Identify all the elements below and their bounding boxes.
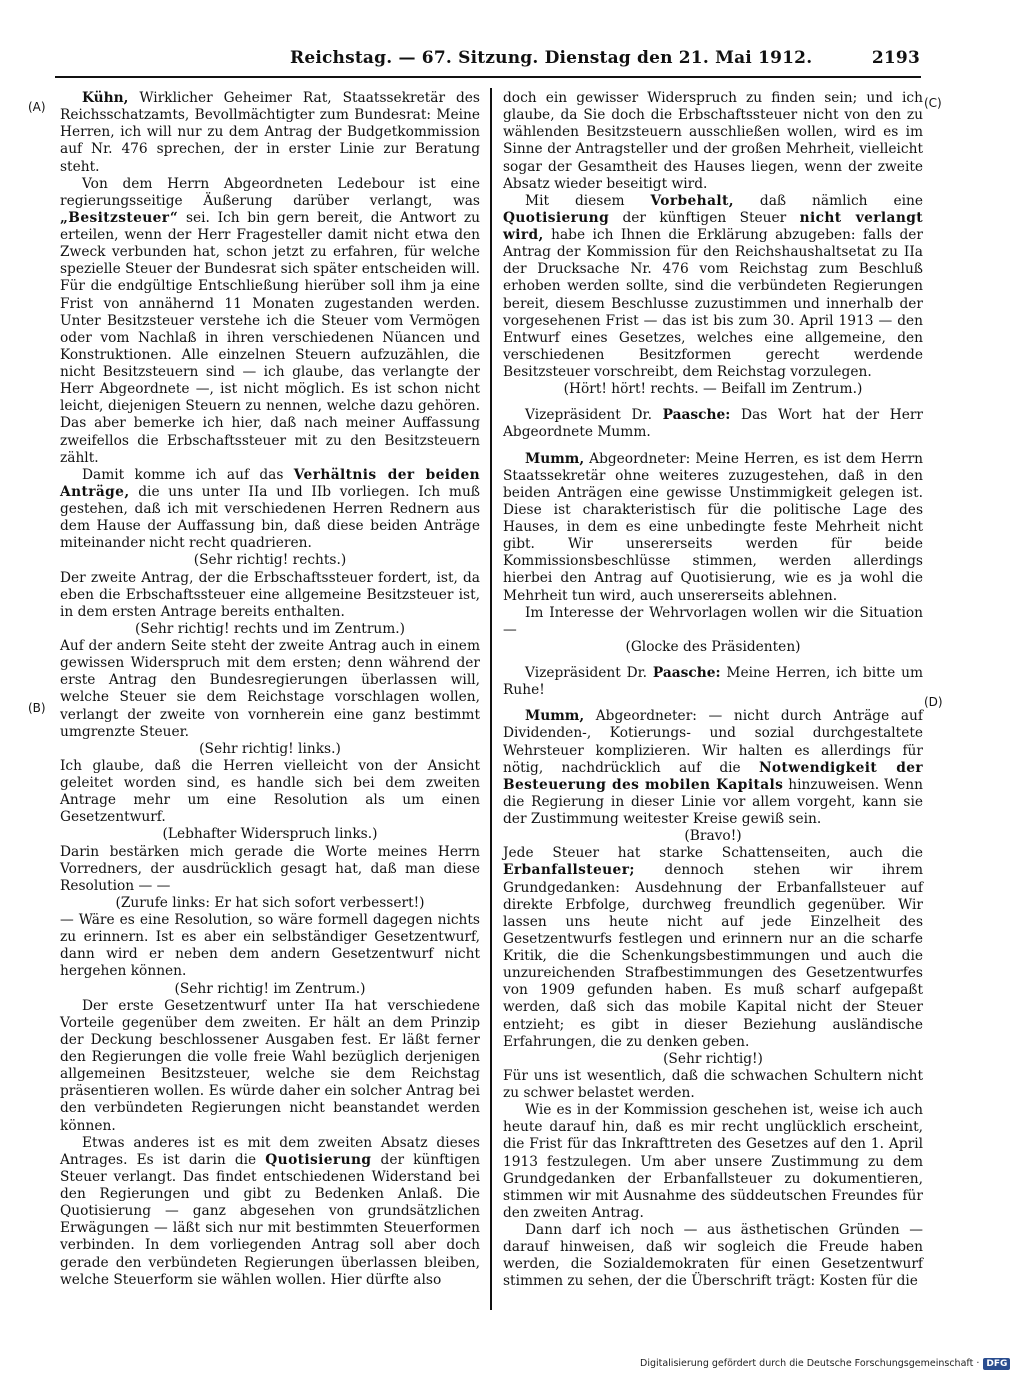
paragraph-text: Etwas anderes ist es mit dem zweiten Absatz dieses Antrages. Es ist darin die: [60, 1134, 480, 1168]
speaker-name: Mumm,: [525, 450, 585, 467]
speaker-name: Paasche:: [652, 665, 721, 681]
emphasis: Verhältnis der beiden Anträge,: [60, 466, 480, 500]
emphasis: Notwendigkeit der Besteuerung des mobilen Kapitals: [503, 759, 924, 793]
interjection: (Glocke des Präsidenten): [625, 638, 801, 655]
paragraph-text: Wirklicher Geheimer Rat, Staatssekretär des Reichsschatzamts, Bevollmächtigter zum Bundesrat: Meine Herren, ich will nur zu dem Antrag der Budgetkommission auf Nr. 476 sprechen, der in erster Linie zur Beratung steht.: [60, 90, 480, 175]
paragraph-text: Vizepräsident Dr.: [525, 665, 653, 681]
paragraph-text: die uns unter IIa und IIb vorliegen. Ich muß gestehen, daß ich mit verschiedenen Herren Rednern aus dem Hause der Auffassung bin, daß diese beiden Anträge miteinander nicht recht quadrieren.: [60, 483, 480, 552]
footer-text: Digitalisierung gefördert durch die Deutsche Forschungsgemeinschaft ·: [640, 1358, 980, 1369]
paragraph: [503, 193, 923, 381]
paragraph: [503, 708, 923, 828]
emphasis: „Besitzsteuer“: [60, 209, 179, 226]
header-rule: [55, 76, 921, 78]
paragraph-text: Mit diesem: [525, 192, 651, 209]
footer: [640, 1358, 1008, 1370]
paragraph: Der zweite Antrag, der die Erbschaftssteuer fordert, ist, da eben die Erbschaftssteuer eine allgemeine Besitzsteuer ist, in dem ersten Antrage bereits enthalten.: [60, 569, 480, 620]
speaker-name: Mumm,: [525, 708, 585, 725]
emphasis: nicht verlangt wird,: [503, 209, 923, 243]
paragraph-text: Jede Steuer hat starke Schattenseiten, auch die: [503, 845, 923, 862]
paragraph: doch ein gewisser Widerspruch zu finden sein; und ich glaube, da Sie doch die Erbschaftssteuer nicht von den zu wählenden Besitzsteuern ausschließen wollen, wird es im Sinne der Antragsteller und der großen Mehrheit, vielleicht sogar der Gesamtheit des Hauses liegen, wenn der zweite Absatz wieder beseitigt wird.: [503, 90, 923, 192]
margin-mark-b: (B): [28, 701, 46, 715]
margin-mark-d: (D): [924, 695, 943, 709]
paragraph: Dann darf ich noch — aus ästhetischen Gründen — darauf hinweisen, daß wir sogleich die Freude haben werden, die Sozialdemokraten für einen Gesetzentwurf stimmen zu sehen, der die Überschrift trägt: Kosten für die: [503, 1222, 923, 1290]
interjection: (Sehr richtig! rechts und im Zentrum.): [134, 620, 406, 637]
paragraph-text: Von dem Herrn Abgeordneten Ledebour ist eine regierungsseitige Äußerung darüber verlangt, was: [60, 175, 480, 209]
margin-mark-a: (A): [28, 100, 46, 114]
paragraph: Darin bestärken mich gerade die Worte meines Herrn Vorredners, der ausdrücklich gesagt hat, daß man diese Resolution — —: [60, 843, 480, 894]
emphasis: Vorbehalt,: [650, 192, 734, 209]
paragraph: [503, 451, 923, 605]
emphasis: Erbanfallsteuer;: [503, 862, 635, 879]
interjection: (Hört! hört! rechts. — Beifall im Zentrum.): [563, 381, 863, 398]
paragraph: [60, 176, 480, 467]
emphasis: Quotisierung: [265, 1151, 372, 1168]
speaker-name: Kühn,: [82, 90, 129, 106]
paragraph: Ich glaube, daß die Herren vielleicht von der Ansicht geleitet worden sind, es handle sich bei dem zweiten Antrage mehr um eine Resolution als um einen Gesetzentwurf.: [60, 757, 480, 826]
paragraph-text: Meine Herren, ich bitte um Ruhe!: [503, 665, 923, 699]
page-number: 2193: [871, 48, 920, 68]
paragraph-text: dennoch stehen wir ihrem Grundgedanken: Ausdehnung der Erbanfallsteuer auf direkte Erbfolge, durchweg freundlich gegenüber. Wir lassen uns heute nicht auf jede Einzelheit des Gesetzentwurfs festlegen und erinnern nur an die scharfe Kritik, die die Schenkungsbestimmungen und auch die unzureichenden Strafbestimmungen des Gesetzentwurfes von 1909 gefunden haben. Es muß scharf aufgepaßt werden, daß sich das mobile Kapital nicht der Steuer entzieht; es gibt in dieser Beziehung ausländische Erfahrungen, die zu denken geben.: [503, 862, 923, 1050]
paragraph: Wie es in der Kommission geschehen ist, weise ich auch heute darauf hin, daß es mir recht unglücklich erscheint, die Frist für das Inkrafttreten des Gesetzes auf den 1. April 1913 festzulegen. Um aber unsere Zustimmung zu dem Grundgedanken der Erbanfallsteuer zu dokumentieren, stimmen wir mit Ausnahme des süddeutschen Freundes für den zweiten Antrag.: [503, 1102, 923, 1221]
paragraph: — Wäre es eine Resolution, so wäre formell dagegen nichts zu erinnern. Ist es aber ein selbständiger Gesetzentwurf, dann wird er neben dem andern Gesetzentwurf nicht hergehen können.: [60, 912, 480, 980]
right-column: [503, 90, 923, 1291]
paragraph-text: Das Wort hat der Herr Abgeordnete Mumm.: [503, 407, 923, 441]
paragraph-text: daß nämlich eine: [733, 192, 923, 209]
paragraph: Im Interesse der Wehrvorlagen wollen wir die Situation —: [503, 604, 923, 638]
paragraph: [60, 467, 480, 553]
interjection: (Lebhafter Widerspruch links.): [162, 826, 378, 843]
paragraph: Der erste Gesetzentwurf unter IIa hat verschiedene Vorteile gegenüber dem zweiten. Er hält an dem Prinzip der Deckung beschlossener Ausgaben fest. Er läßt ferner den Regierungen die volle freie Wahl bezüglich derjenigen allgemeinen Besitzsteuer, welche sie dem Reichstag präsentieren wollen. Es würde daher ein solcher Antrag bei den verbündeten Regierungen nicht beanstandet werden können.: [60, 997, 480, 1134]
page-header: [290, 48, 920, 68]
paragraph-text: Abgeordneter: Meine Herren, es ist dem Herrn Staatssekretär ohne weiteres zuzugestehen, daß in den beiden Anträgen eine gewisse Unstimmigkeit gelegen ist. Diese ist charakteristisch für die politische Lage des Hauses, in dem es eine unbedingte feste Mehrheit nicht gibt. Wir unsererseits werden für beide Kommissionsbeschlüsse stimmen, werden allerdings hierbei den Antrag auf Quotisierung, wie es ja wohl die Mehrheit tun wird, auch unsererseits ablehnen.: [503, 450, 923, 604]
paragraph-text: der künftigen Steuer: [609, 209, 800, 226]
paragraph-text: habe ich Ihnen die Erklärung abzugeben: falls der Antrag der Kommission für den Reichshaushaltsetat zu IIa der Drucksache Nr. 476 vom Reichstag zum Beschluß erhoben werden sollte, sind die verbündeten Regierungen bereit, diesem Beschlusse zuzustimmen und innerhalb der vorgesehenen Frist — das ist bis zum 30. April 1913 — den Entwurf eines Gesetzes, welches eine allgemeine, den verschiedenen Besitzformen gerecht werdende Besitzsteuer vorschreibt, dem Reichstag vorzulegen.: [503, 227, 923, 380]
paragraph: [60, 1135, 480, 1289]
paragraph-text: Damit komme ich auf das: [82, 466, 294, 483]
speaker-name: Paasche:: [662, 407, 731, 424]
margin-mark-c: (C): [924, 96, 942, 110]
paragraph: [503, 665, 923, 699]
interjection: (Bravo!): [684, 828, 742, 845]
paragraph: Auf der andern Seite steht der zweite Antrag auch in einem gewissen Widerspruch mit dem ersten; denn während der erste Antrag den Bundesregierungen überlassen will, welche Steuer sie dem Reichstage vorschlagen wollen, verlangt der zweite von vornherein eine ganz bestimmt umgrenzte Steuer.: [60, 638, 480, 740]
interjection: (Sehr richtig!): [663, 1050, 763, 1067]
emphasis: Quotisierung: [503, 209, 610, 226]
header-title: Reichstag. — 67. Sitzung. Dienstag den 21. Mai 1912.: [290, 48, 813, 68]
paragraph-text: Vizepräsident Dr.: [525, 407, 663, 424]
dfg-logo: DFG: [983, 1358, 1010, 1370]
paragraph-text: der künftigen Steuer verlangt. Das findet entschiedenen Widerstand bei den Regierungen und gibt zu Bedenken Anlaß. Die Quotisierung — ganz abgesehen von grundsätzlichen Erwägungen — läßt sich nur mit bestimmten Steuerformen verbinden. In dem vorliegenden Antrag soll aber doch gerade den verbündeten Regierungen überlassen bleiben, welche Steuerform sie wählen wollen. Hier dürfte also: [60, 1151, 480, 1288]
paragraph: Für uns ist wesentlich, daß die schwachen Schultern nicht zu schwer belastet werden.: [503, 1067, 923, 1101]
paragraph: [60, 90, 480, 176]
paragraph-text: Abgeordneter: — nicht durch Anträge auf Dividenden-, Kotierungs- und sozial durchgestaltete Wehrsteuer komplizieren. Wir halten es allerdings für nötig, nachdrücklich auf die: [503, 708, 923, 776]
interjection: (Sehr richtig! links.): [199, 740, 341, 757]
interjection: (Sehr richtig! rechts.): [193, 552, 347, 569]
column-divider: [490, 88, 492, 1310]
paragraph: [503, 407, 923, 441]
interjection: (Sehr richtig! im Zentrum.): [174, 980, 366, 997]
interjection: (Zurufe links: Er hat sich sofort verbessert!): [115, 894, 425, 911]
paragraph-text: sei. Ich bin gern bereit, die Antwort zu erteilen, wenn der Herr Fragesteller damit nicht etwa den Zweck verbunden hat, schon jetzt zu erfahren, für welche spezielle Steuer der Bundesrat sich später entscheiden will. Für die endgültige Entschließung hierüber soll ihm ja eine Frist von annähernd 11 Monaten zugestanden werden. Unter Besitzsteuer verstehe ich die Steuer vom Vermögen oder vom Nachlaß in ihren verschiedenen Nüancen und Konstruktionen. Alle einzelnen Steuern aufzuzählen, die nicht Besitzsteuern sind — ich glaube, das verlangte der Herr Abgeordnete —, ist nicht möglich. Es ist schon nicht leicht, diejenigen Steuern zu nennen, welche dazu gehören. Das aber bemerke ich hier, daß nach meiner Auffassung zweifellos die Erbschaftssteuer mit zu den Besitzsteuern zählt.: [60, 209, 480, 466]
paragraph-text: hinzuweisen. Wenn die Regierung in dieser Linie vor allem vorgeht, kann sie der Zustimmung weitester Kreise gewiß sein.: [503, 776, 923, 827]
paragraph: [503, 845, 923, 1051]
left-column: [60, 90, 480, 1289]
